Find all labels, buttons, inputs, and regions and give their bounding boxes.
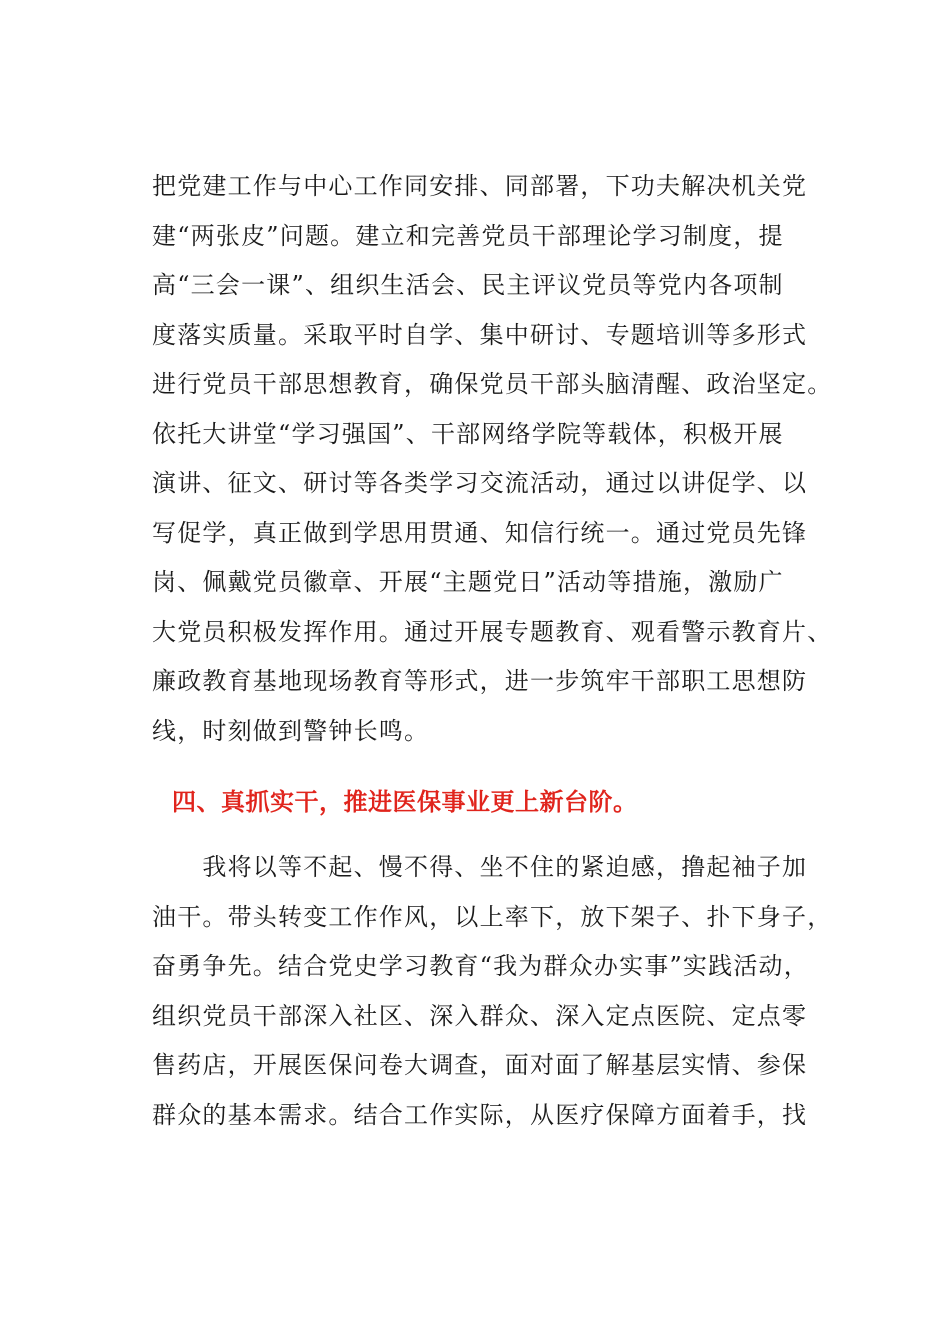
paragraph-line: 建“两张皮”问题。建立和完善党员干部理论学习制度，提: [152, 221, 784, 250]
paragraph-line: 我将以等不起、慢不得、坐不住的紧迫感，撸起袖子加: [152, 853, 808, 881]
paragraph-line: 演讲、征文、研讨等各类学习交流活动，通过以讲促学、以: [152, 469, 808, 497]
paragraph-line: 高“三会一课”、组织生活会、民主评议党员等党内各项制: [152, 271, 784, 299]
paragraph-line: 依托大讲堂“学习强国”、干部网络学院等载体，积极开展: [152, 419, 784, 448]
paragraph-line: 岗、佩戴党员徽章、开展“主题党日”活动等措施，激励广: [152, 568, 784, 596]
paragraph-line: 群众的基本需求。结合工作实际，从医疗保障方面着手，找: [152, 1100, 808, 1129]
paragraph-line: 大党员积极发挥作用。通过开展专题教育、观看警示教育片、: [152, 617, 833, 646]
paragraph-line: 把党建工作与中心工作同安排、同部署，下功夫解决机关党: [152, 172, 808, 200]
paragraph-line: 度落实质量。采取平时自学、集中研讨、专题培训等多形式: [152, 320, 808, 349]
body-paragraph-1: [152, 162, 852, 756]
paragraph-line: 写促学，真正做到学思用贯通、知信行统一。通过党员先锋: [152, 518, 808, 547]
paragraph-line: 售药店，开展医保问卷大调查，面对面了解基层实情、参保: [152, 1051, 808, 1079]
paragraph-line: 组织党员干部深入社区、深入群众、深入定点医院、定点零: [152, 1001, 808, 1030]
paragraph-line: 奋勇争先。结合党史学习教育“我为群众办实事”实践活动，: [152, 952, 809, 980]
paragraph-line: 油干。带头转变工作作风，以上率下，放下架子、扑下身子，: [152, 902, 833, 931]
section-heading: 四、真抓实干，推进医保事业更上新台阶。: [172, 788, 638, 816]
paragraph-line: 线，时刻做到警钟长鸣。: [152, 716, 430, 745]
paragraph-line: 进行党员干部思想教育，确保党员干部头脑清醒、政治坚定。: [152, 370, 833, 398]
body-paragraph-2: [152, 843, 852, 1140]
paragraph-line: 廉政教育基地现场教育等形式，进一步筑牢干部职工思想防: [152, 667, 808, 695]
